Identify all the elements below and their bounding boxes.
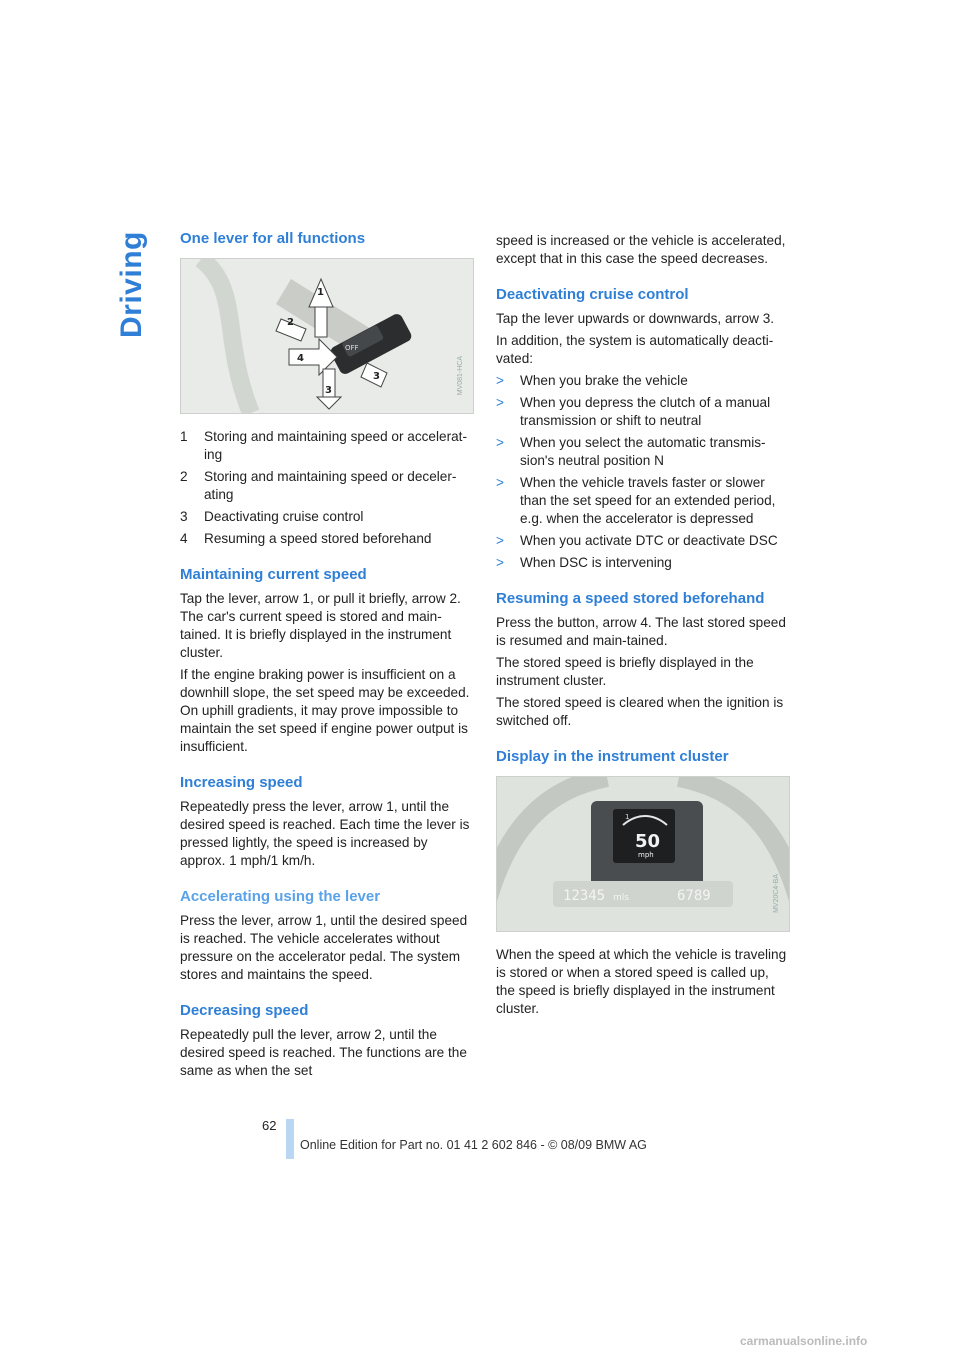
heading-increasing: Increasing speed (180, 774, 303, 791)
right-column (496, 232, 790, 1022)
paragraph: If the engine braking power is insufficient on a downhill slope, the set speed may be exceeded. On uphill gradients, it may prove impossible to maintain the set speed if engine power output is insufficient. (180, 667, 470, 754)
figure-cruise-lever (180, 258, 474, 414)
footer-accent-bar (286, 1119, 294, 1159)
list-item: > When you brake the vehicle (496, 373, 688, 388)
paragraph: Repeatedly pull the lever, arrow 2, until the desired speed is reached. The functions are the same as when the set (180, 1027, 467, 1078)
instrument-cluster-illustration (497, 777, 789, 931)
figure-instrument-cluster (496, 776, 790, 932)
heading-one-lever: One lever for all functions (180, 230, 366, 247)
left-column (180, 230, 474, 1084)
heading-accelerating: Accelerating using the lever (180, 888, 381, 905)
cruise-lever-illustration (181, 259, 473, 413)
cluster-odometer: 12345 (563, 888, 606, 904)
list-item: 1 Storing and maintaining speed or accelerat-ing (180, 429, 467, 462)
list-item: > When DSC is intervening (496, 555, 672, 570)
heading-display: Display in the instrument cluster (496, 748, 729, 765)
paragraph: Press the lever, arrow 1, until the desired speed is reached. The vehicle accelerates without pressure on the accelerator pedal. The system stores and maintains the speed. (180, 913, 468, 982)
bullet-list (496, 372, 790, 572)
paragraph: Repeatedly press the lever, arrow 1, until the desired speed is reached. Each time the lever is pressed lightly, the speed is increased by approx. 1 mph/1 km/h. (180, 799, 470, 868)
paragraph: In addition, the system is automatically deacti-vated: (496, 333, 774, 366)
footer-edition: Online Edition for Part no. 01 41 2 602 846 - © 08/09 BMW AG (300, 1138, 647, 1152)
figure-code: MV081-HCA (457, 355, 464, 395)
list-item: > When you select the automatic transmis-sion's neutral position N (496, 435, 766, 468)
cluster-speed: 50 (635, 831, 661, 852)
watermark: carmanualsonline.info (740, 1334, 868, 1348)
figure-code: MV20C4-BA (773, 874, 780, 913)
heading-maintaining: Maintaining current speed (180, 566, 367, 583)
list-item: > When you activate DTC or deactivate DSC (496, 533, 778, 548)
paragraph: speed is increased or the vehicle is accelerated, except that in this case the speed decreases. (496, 233, 786, 266)
cluster-unit: mph (638, 851, 654, 859)
list-item: 2 Storing and maintaining speed or deceler-ating (180, 469, 457, 502)
paragraph: The stored speed is briefly displayed in the instrument cluster. (496, 655, 754, 688)
paragraph: Tap the lever, arrow 1, or pull it briefly, arrow 2. The car's current speed is stored and main-tained. It is briefly displayed in the instrument cluster. (180, 591, 461, 660)
heading-decreasing: Decreasing speed (180, 1002, 309, 1019)
heading-deactivating: Deactivating cruise control (496, 286, 689, 303)
heading-resuming: Resuming a speed stored beforehand (496, 590, 765, 607)
fig1-label-1: 2 (287, 317, 294, 328)
fig1-label-4: 4 (297, 353, 304, 364)
list-item: 3 Deactivating cruise control (180, 509, 364, 524)
paragraph: Tap the lever upwards or downwards, arrow 3. (496, 311, 775, 326)
page-number: 62 (262, 1118, 277, 1133)
list-item: > When the vehicle travels faster or slower than the set speed for an extended period, e.g. when the accelerator is depressed (496, 475, 776, 526)
paragraph: When the speed at which the vehicle is traveling is stored or when a stored speed is called up, the speed is briefly displayed in the instrument cluster. (496, 947, 787, 1016)
list-item: 4 Resuming a speed stored beforehand (180, 531, 432, 546)
svg-text:OFF: OFF (345, 344, 359, 352)
cluster-marker: 1 (625, 813, 630, 821)
fig1-label-2: 3 (373, 371, 380, 382)
paragraph: The stored speed is cleared when the ignition is switched off. (496, 695, 784, 728)
cluster-trip: 6789 (677, 888, 711, 904)
fig1-label-3-bottom: 3 (325, 385, 332, 396)
section-tab: Driving (115, 231, 148, 339)
cluster-odometer-unit: mls (613, 893, 629, 903)
legend-list (180, 428, 474, 548)
paragraph: Press the button, arrow 4. The last stored speed is resumed and main-tained. (496, 615, 786, 648)
list-item: > When you depress the clutch of a manual transmission or shift to neutral (496, 395, 771, 428)
fig1-label-3-top: 1 (317, 287, 324, 298)
